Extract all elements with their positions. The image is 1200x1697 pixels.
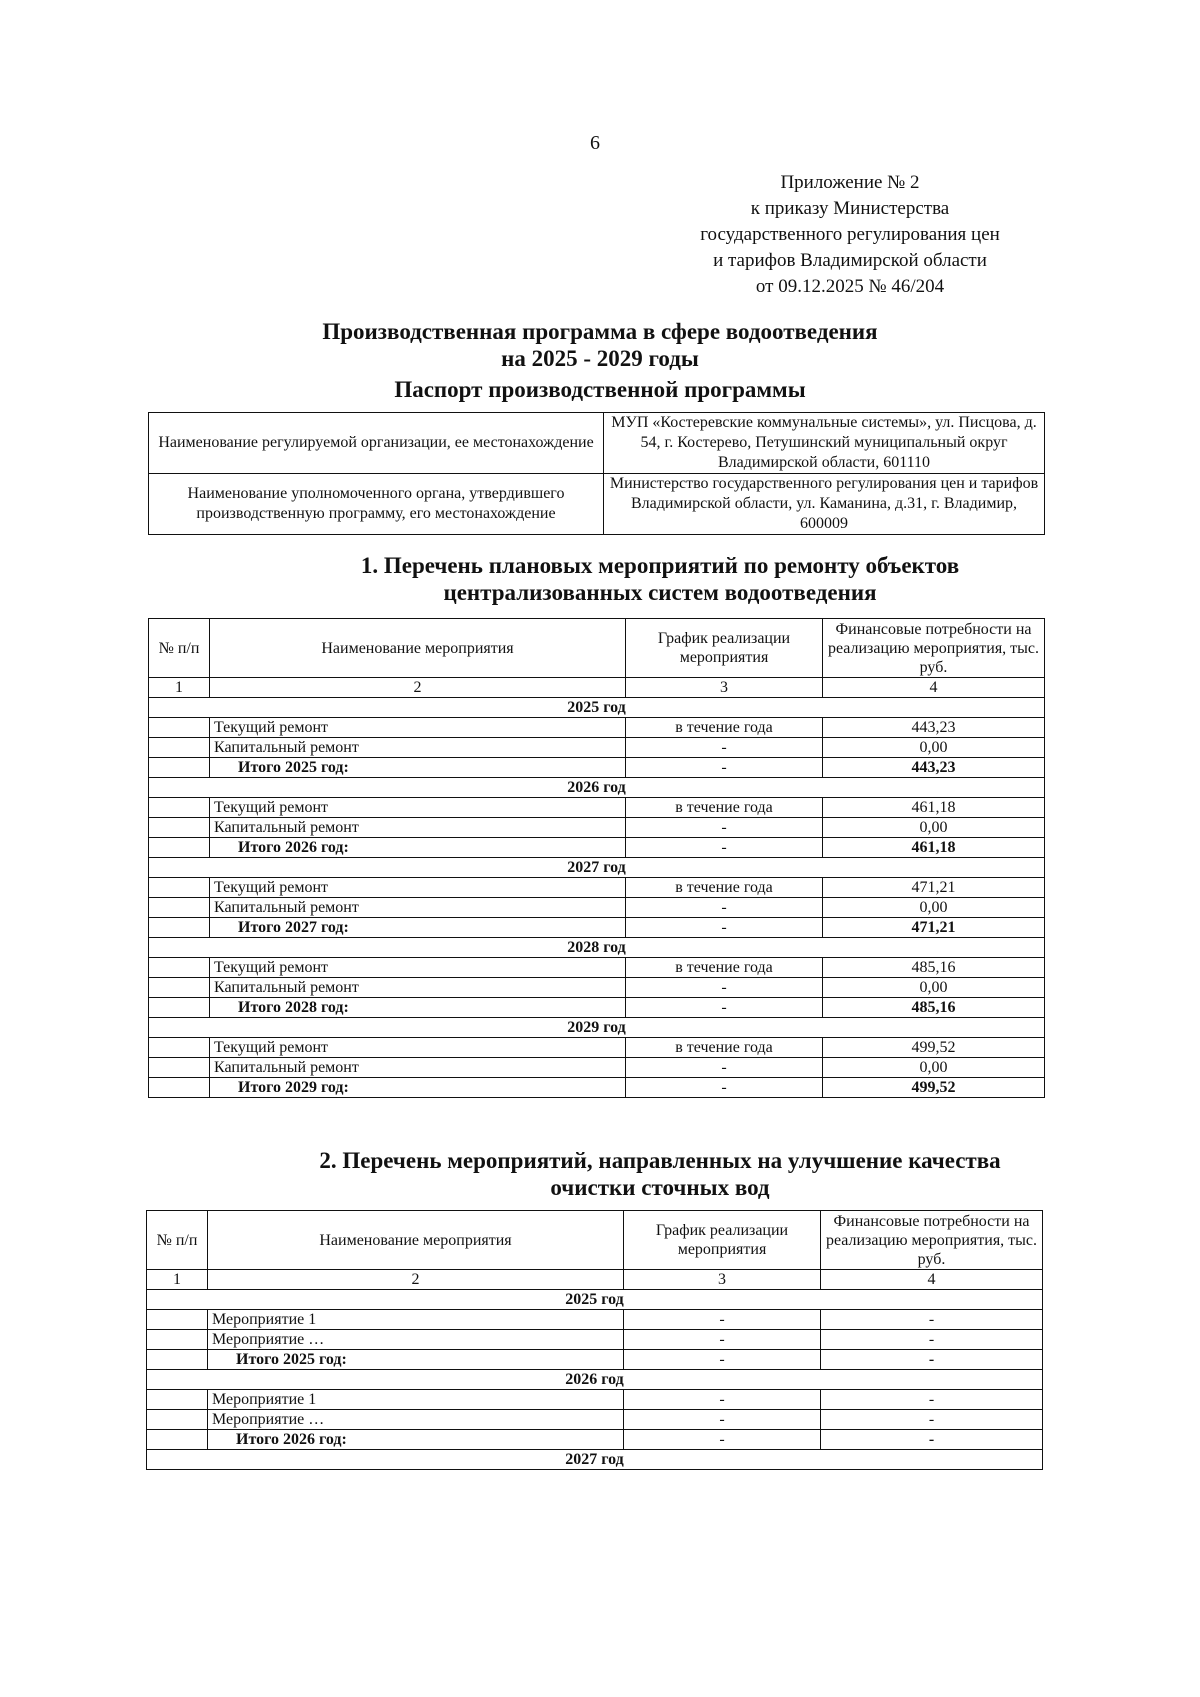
row-number — [147, 1310, 208, 1330]
column-number: 3 — [624, 1270, 821, 1290]
year-header: 2027 год — [149, 858, 1045, 878]
table-row — [147, 1450, 1043, 1470]
row-number — [149, 1058, 210, 1078]
activity-name: Капитальный ремонт — [210, 818, 626, 838]
total-cost: 443,23 — [823, 758, 1045, 778]
row-number — [149, 798, 210, 818]
table-row — [149, 619, 1045, 678]
cost: 485,16 — [823, 958, 1045, 978]
row-number — [147, 1350, 208, 1370]
schedule: - — [624, 1310, 821, 1330]
cost: 0,00 — [823, 818, 1045, 838]
total-label: Итого 2027 год: — [210, 918, 626, 938]
total-cost: 485,16 — [823, 998, 1045, 1018]
page-number: 6 — [590, 132, 600, 154]
schedule: - — [626, 918, 823, 938]
table-row — [149, 978, 1045, 998]
passport-table — [148, 412, 1045, 535]
table-row — [149, 1018, 1045, 1038]
column-header: Финансовые потребности на реализацию мероприятия, тыс. руб. — [821, 1211, 1043, 1270]
row-number — [149, 878, 210, 898]
document-title — [140, 318, 1060, 403]
row-number — [147, 1330, 208, 1350]
table-row — [147, 1370, 1043, 1390]
schedule: - — [626, 978, 823, 998]
table-row — [149, 798, 1045, 818]
cost: 461,18 — [823, 798, 1045, 818]
schedule: в течение года — [626, 958, 823, 978]
year-header: 2027 год — [147, 1450, 1043, 1470]
schedule: в течение года — [626, 1038, 823, 1058]
total-label: Итого 2026 год: — [208, 1430, 624, 1450]
row-number — [149, 918, 210, 938]
schedule: - — [626, 738, 823, 758]
cost: - — [821, 1410, 1043, 1430]
table-row — [149, 413, 1045, 474]
column-header: Наименование мероприятия — [208, 1211, 624, 1270]
column-number: 3 — [626, 678, 823, 698]
activity-name: Текущий ремонт — [210, 718, 626, 738]
cost: 0,00 — [823, 898, 1045, 918]
table-row — [149, 818, 1045, 838]
table-row — [147, 1270, 1043, 1290]
row-number — [149, 738, 210, 758]
total-label: Итого 2029 год: — [210, 1078, 626, 1098]
table-row — [149, 718, 1045, 738]
year-header: 2025 год — [147, 1290, 1043, 1310]
appendix-line: Приложение № 2 — [780, 172, 920, 193]
passport-label: Наименование регулируемой организации, ее местонахождение — [149, 413, 604, 474]
section1-title — [200, 552, 1120, 606]
total-cost: 461,18 — [823, 838, 1045, 858]
column-header: № п/п — [149, 619, 210, 678]
title-line: централизованных систем водоотведения — [443, 580, 877, 605]
row-number — [149, 838, 210, 858]
table-row — [149, 474, 1045, 535]
table-row — [149, 1058, 1045, 1078]
treatment-activities-table — [146, 1210, 1043, 1470]
activity-name: Капитальный ремонт — [210, 1058, 626, 1078]
activity-name: Мероприятие 1 — [208, 1390, 624, 1410]
schedule: - — [624, 1430, 821, 1450]
cost: - — [821, 1330, 1043, 1350]
column-header: Наименование мероприятия — [210, 619, 626, 678]
table-row — [149, 758, 1045, 778]
row-number — [149, 958, 210, 978]
table-row — [147, 1390, 1043, 1410]
table-row — [149, 918, 1045, 938]
column-header: Финансовые потребности на реализацию мероприятия, тыс. руб. — [823, 619, 1045, 678]
table-row — [149, 898, 1045, 918]
column-header: График реализации мероприятия — [626, 619, 823, 678]
passport-value: МУП «Костеревские коммунальные системы», ул. Писцова, д. 54, г. Костерево, Петушинский муниципальный округ Владимирской области, 601110 — [604, 413, 1045, 474]
activity-name: Текущий ремонт — [210, 798, 626, 818]
total-label: Итого 2025 год: — [210, 758, 626, 778]
row-number — [149, 998, 210, 1018]
column-number: 2 — [208, 1270, 624, 1290]
row-number — [147, 1390, 208, 1410]
total-cost: 499,52 — [823, 1078, 1045, 1098]
row-number — [149, 1038, 210, 1058]
table-row — [149, 998, 1045, 1018]
schedule: - — [626, 898, 823, 918]
row-number — [147, 1410, 208, 1430]
cost: 0,00 — [823, 1058, 1045, 1078]
year-header: 2026 год — [147, 1370, 1043, 1390]
table-row — [147, 1290, 1043, 1310]
table-row — [149, 838, 1045, 858]
year-header: 2028 год — [149, 938, 1045, 958]
schedule: - — [624, 1410, 821, 1430]
total-cost: - — [821, 1430, 1043, 1450]
table-row — [147, 1350, 1043, 1370]
table-row — [149, 698, 1045, 718]
row-number — [149, 818, 210, 838]
year-header: 2026 год — [149, 778, 1045, 798]
table-row — [149, 1078, 1045, 1098]
column-number: 4 — [823, 678, 1045, 698]
title-line: очистки сточных вод — [550, 1175, 770, 1200]
schedule: - — [626, 758, 823, 778]
appendix-reference — [640, 170, 1060, 300]
activity-name: Капитальный ремонт — [210, 898, 626, 918]
activity-name: Капитальный ремонт — [210, 738, 626, 758]
table-row — [149, 1038, 1045, 1058]
activity-name: Текущий ремонт — [210, 958, 626, 978]
cost: - — [821, 1310, 1043, 1330]
year-header: 2025 год — [149, 698, 1045, 718]
total-cost: 471,21 — [823, 918, 1045, 938]
passport-title: Паспорт производственной программы — [394, 377, 806, 402]
schedule: - — [626, 1078, 823, 1098]
schedule: в течение года — [626, 798, 823, 818]
cost: 471,21 — [823, 878, 1045, 898]
appendix-line: к приказу Министерства — [750, 198, 950, 219]
table-row — [149, 878, 1045, 898]
row-number — [149, 978, 210, 998]
repair-activities-table — [148, 618, 1045, 1098]
title-line: 2. Перечень мероприятий, направленных на улучшение качества — [319, 1148, 1001, 1173]
passport-value: Министерство государственного регулирования цен и тарифов Владимирской области, ул. Каманина, д.31, г. Владимир, 600009 — [604, 474, 1045, 535]
total-label: Итого 2026 год: — [210, 838, 626, 858]
activity-name: Мероприятие … — [208, 1410, 624, 1430]
title-line: Производственная программа в сфере водоотведения — [322, 319, 878, 344]
column-number: 1 — [147, 1270, 208, 1290]
cost: - — [821, 1390, 1043, 1410]
schedule: - — [624, 1350, 821, 1370]
table-row — [149, 938, 1045, 958]
cost: 443,23 — [823, 718, 1045, 738]
total-label: Итого 2028 год: — [210, 998, 626, 1018]
section2-title — [200, 1147, 1120, 1201]
table-row — [147, 1430, 1043, 1450]
cost: 499,52 — [823, 1038, 1045, 1058]
activity-name: Капитальный ремонт — [210, 978, 626, 998]
year-header: 2029 год — [149, 1018, 1045, 1038]
activity-name: Текущий ремонт — [210, 1038, 626, 1058]
schedule: - — [626, 818, 823, 838]
cost: 0,00 — [823, 738, 1045, 758]
total-label: Итого 2025 год: — [208, 1350, 624, 1370]
activity-name: Мероприятие 1 — [208, 1310, 624, 1330]
appendix-line: государственного регулирования цен — [700, 224, 1000, 245]
activity-name: Текущий ремонт — [210, 878, 626, 898]
schedule: - — [626, 998, 823, 1018]
column-number: 2 — [210, 678, 626, 698]
table-row — [149, 858, 1045, 878]
passport-label: Наименование уполномоченного органа, утвердившего производственную программу, его местонахождение — [149, 474, 604, 535]
column-number: 1 — [149, 678, 210, 698]
activity-name: Мероприятие … — [208, 1330, 624, 1350]
schedule: - — [626, 838, 823, 858]
row-number — [149, 758, 210, 778]
title-line: на 2025 - 2029 годы — [501, 346, 699, 371]
table-row — [147, 1211, 1043, 1270]
table-row — [149, 778, 1045, 798]
schedule: - — [626, 1058, 823, 1078]
table-row — [147, 1330, 1043, 1350]
row-number — [149, 718, 210, 738]
total-cost: - — [821, 1350, 1043, 1370]
schedule: - — [624, 1330, 821, 1350]
appendix-line: и тарифов Владимирской области — [713, 250, 987, 271]
cost: 0,00 — [823, 978, 1045, 998]
column-header: № п/п — [147, 1211, 208, 1270]
table-row — [147, 1410, 1043, 1430]
column-header: График реализации мероприятия — [624, 1211, 821, 1270]
table-row — [147, 1310, 1043, 1330]
schedule: - — [624, 1390, 821, 1410]
table-row — [149, 738, 1045, 758]
row-number — [149, 1078, 210, 1098]
schedule: в течение года — [626, 718, 823, 738]
row-number — [147, 1430, 208, 1450]
table-row — [149, 958, 1045, 978]
table-row — [149, 678, 1045, 698]
title-line: 1. Перечень плановых мероприятий по ремонту объектов — [360, 553, 960, 578]
schedule: в течение года — [626, 878, 823, 898]
row-number — [149, 898, 210, 918]
column-number: 4 — [821, 1270, 1043, 1290]
appendix-line: от 09.12.2025 № 46/204 — [755, 276, 945, 297]
